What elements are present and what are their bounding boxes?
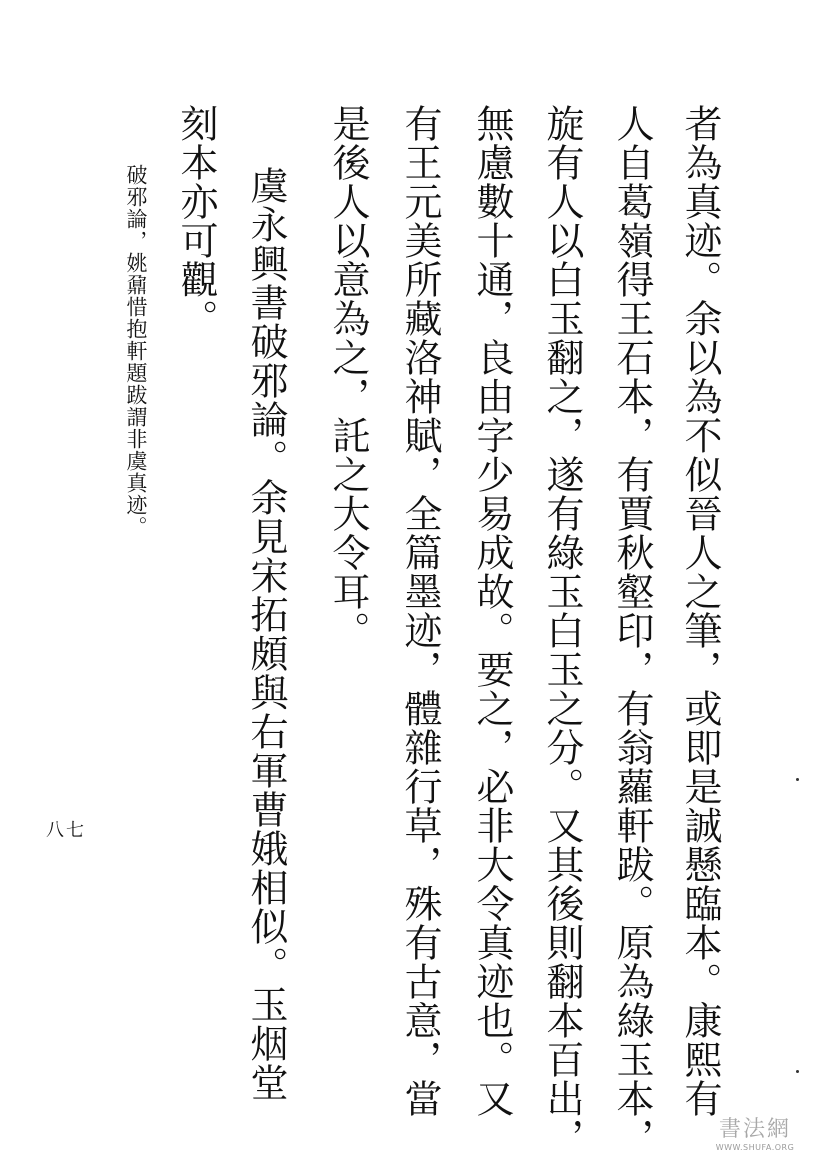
margin-mark xyxy=(796,778,799,781)
text-column-2: 人自葛嶺得王石本，有賈秋壑印，有翁蘿軒跋。原為綠玉本， xyxy=(610,104,654,1157)
watermark-logo xyxy=(701,1112,809,1160)
footnote-column: 破邪論，姚鼐惜抱軒題跋謂非虞真迹。 xyxy=(124,164,148,538)
text-column-6: 是後人以意為之，託之大令耳。 xyxy=(326,104,370,650)
margin-mark xyxy=(796,1070,799,1073)
text-column-4: 無慮數十通，良由字少易成故。要之，必非大令真迹也。又 xyxy=(470,104,514,1118)
page-number: 八七 xyxy=(46,820,86,841)
watermark-name: 書法網 xyxy=(718,1117,791,1142)
text-column-8: 刻本亦可觀。 xyxy=(174,104,218,338)
watermark-url: WWW.SHUFA.ORG xyxy=(715,1143,795,1152)
text-column-1: 者為真迹。余以為不似晉人之筆，或即是誠懸臨本。康熙有 xyxy=(678,104,722,1118)
text-column-5: 有王元美所藏洛神賦，全篇墨迹，體雜行草，殊有古意，當 xyxy=(398,104,442,1118)
text-column-3: 旋有人以白玉翻之，遂有綠玉白玉之分。又其後則翻本百出， xyxy=(540,104,584,1157)
text-column-7: 虞永興書破邪論。余見宋拓頗與右軍曹娥相似。玉烟堂 xyxy=(244,166,288,1102)
